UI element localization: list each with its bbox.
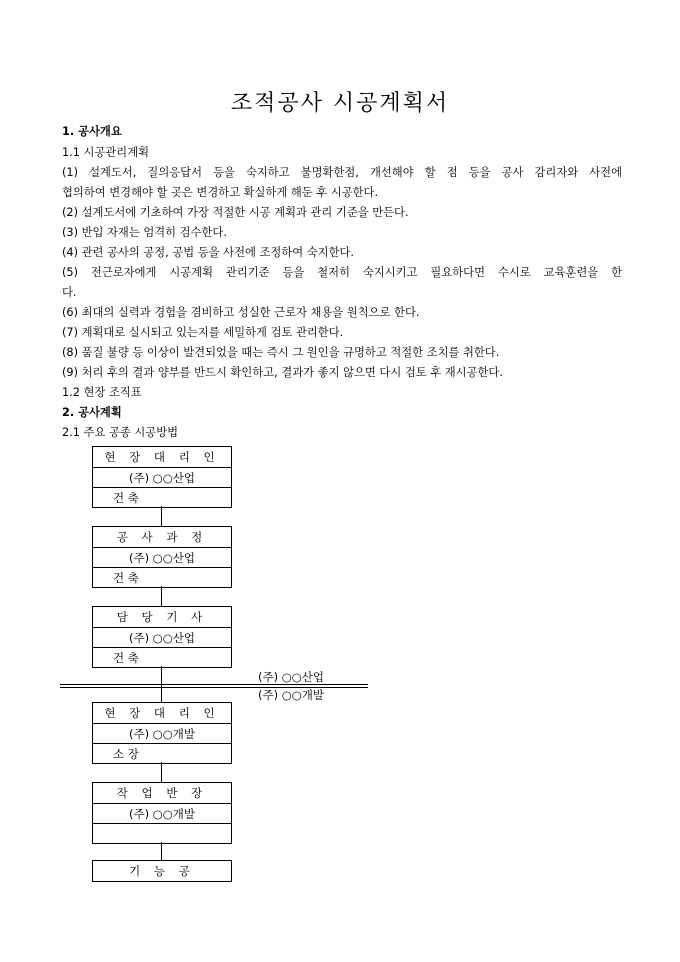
item-2: (2) 설계도서에 기초하여 가장 적절한 시공 계획과 관리 기준을 만든다.: [62, 206, 409, 219]
section1-heading: 1. 공사개요: [62, 125, 122, 138]
item-1-line-2: 협의하여 변경해야 할 곳은 변경하고 확실하게 해둔 후 시공한다.: [62, 186, 379, 199]
org-box-role: 건 축: [93, 567, 231, 587]
org-box-title: 현 장 대 리 인: [104, 706, 220, 720]
divider-label-upper: (주) ○○산업: [258, 670, 325, 684]
org-box-title: 담 당 기 사: [116, 610, 208, 624]
section2-1-heading: 2.1 주요 공종 시공방법: [62, 426, 179, 439]
item-1-line-1: (1) 설계도서, 질의응답서 등을 숙지하고 불명확한점, 개선해야 할 점 등을 공사 감리자와 사전에: [62, 166, 622, 179]
org-connector: [161, 842, 162, 860]
section1-2-heading: 1.2 현장 조직표: [62, 386, 142, 399]
org-box-title: 현 장 대 리 인: [104, 450, 220, 464]
item-9: (9) 처리 후의 결과 양부를 반드시 확인하고, 결과가 좋지 않으면 다시 검토 후 재시공한다.: [62, 366, 503, 379]
org-box-foreman: [92, 782, 232, 844]
item-3: (3) 반입 자재는 엄격히 검수한다.: [62, 226, 227, 239]
org-connector: [161, 506, 162, 526]
item-5-line-1: (5) 전근로자에게 시공계획 관리기준 등을 철저히 숙지시키고 필요하다면 수시로 교육훈련을 한: [62, 266, 622, 279]
org-box-role: [93, 823, 231, 843]
item-6: (6) 최대의 실력과 경험을 겸비하고 성실한 근로자 채용을 원칙으로 한다.: [62, 306, 420, 319]
org-box-role: 소 장: [93, 743, 231, 763]
document-title: 조적공사 시공계획서: [230, 91, 450, 116]
org-box-company: (주) ○○개발: [93, 723, 231, 743]
org-box-title: 공 사 과 정: [116, 530, 208, 544]
org-box-role: 건 축: [93, 487, 231, 507]
divider-line: [60, 684, 368, 685]
org-box-technician: [92, 860, 232, 882]
org-connector: [161, 586, 162, 606]
org-box-company: (주) ○○산업: [93, 467, 231, 487]
org-box-site-agent-main: [92, 446, 232, 508]
item-5-line-2: 다.: [62, 286, 77, 299]
divider-label-lower: (주) ○○개발: [258, 688, 325, 702]
org-box-company: (주) ○○개발: [93, 803, 231, 823]
org-box-title: 작 업 반 장: [116, 786, 208, 800]
item-8: (8) 품질 불량 등 이상이 발견되었을 때는 즉시 그 원인을 규명하고 적절한 조치를 취한다.: [62, 346, 500, 359]
org-box-role: 건 축: [93, 647, 231, 667]
item-7: (7) 계획대로 실시되고 있는지를 세밀하게 검토 관리한다.: [62, 326, 344, 339]
section2-heading: 2. 공사계획: [62, 406, 122, 419]
org-box-site-manager: [92, 526, 232, 588]
org-box-company: (주) ○○산업: [93, 547, 231, 567]
org-box-engineer: [92, 606, 232, 668]
org-connector: [161, 762, 162, 782]
item-4: (4) 관련 공사의 공정, 공법 등을 사전에 조정하여 숙지한다.: [62, 246, 354, 259]
org-box-site-agent-sub: [92, 702, 232, 764]
section1-1-heading: 1.1 시공관리계획: [62, 146, 150, 159]
org-box-title: 기 능 공: [129, 864, 195, 878]
org-box-company: (주) ○○산업: [93, 627, 231, 647]
